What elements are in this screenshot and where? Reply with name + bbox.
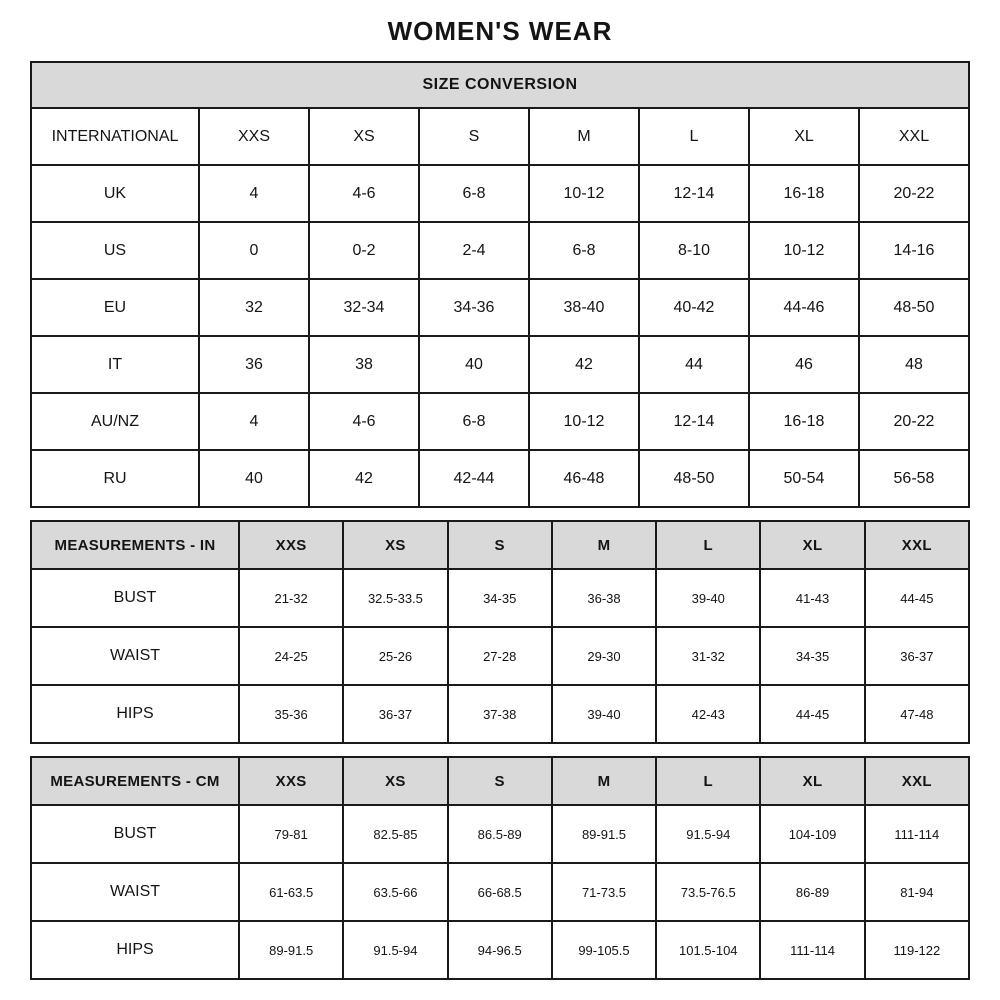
value-cell: 42 [309, 450, 419, 507]
value-cell: M [529, 108, 639, 165]
value-cell: 48 [859, 336, 969, 393]
row-label-cell: RU [31, 450, 199, 507]
value-cell: 0 [199, 222, 309, 279]
value-cell: 20-22 [859, 165, 969, 222]
row-label-cell: MEASUREMENTS - IN [31, 521, 239, 569]
value-cell: S [448, 757, 552, 805]
value-cell: 66-68.5 [448, 863, 552, 921]
value-cell: 104-109 [760, 805, 864, 863]
value-cell: 71-73.5 [552, 863, 656, 921]
value-cell: XL [760, 521, 864, 569]
value-cell: 48-50 [639, 450, 749, 507]
measurements-in-table [30, 520, 970, 744]
value-cell: XL [749, 108, 859, 165]
value-cell: 0-2 [309, 222, 419, 279]
value-cell: 101.5-104 [656, 921, 760, 979]
value-cell: 36-38 [552, 569, 656, 627]
value-cell: 56-58 [859, 450, 969, 507]
value-cell: 46-48 [529, 450, 639, 507]
value-cell: 36-37 [865, 627, 969, 685]
row-label-cell: US [31, 222, 199, 279]
value-cell: 47-48 [865, 685, 969, 743]
value-cell: 34-36 [419, 279, 529, 336]
value-cell: 34-35 [760, 627, 864, 685]
value-cell: 8-10 [639, 222, 749, 279]
row-label-cell: AU/NZ [31, 393, 199, 450]
value-cell: L [656, 521, 760, 569]
row-label-cell: WAIST [31, 863, 239, 921]
value-cell: XXS [239, 757, 343, 805]
size-conversion-banner: SIZE CONVERSION [31, 62, 969, 108]
value-cell: XXS [199, 108, 309, 165]
table-row [31, 393, 969, 450]
value-cell: 4 [199, 165, 309, 222]
value-cell: 86.5-89 [448, 805, 552, 863]
value-cell: 81-94 [865, 863, 969, 921]
value-cell: XS [343, 757, 447, 805]
value-cell: 44-46 [749, 279, 859, 336]
value-cell: S [448, 521, 552, 569]
value-cell: 35-36 [239, 685, 343, 743]
value-cell: 10-12 [529, 393, 639, 450]
table-row [31, 222, 969, 279]
row-label-cell: WAIST [31, 627, 239, 685]
value-cell: 6-8 [529, 222, 639, 279]
row-label-cell: MEASUREMENTS - CM [31, 757, 239, 805]
value-cell: 4 [199, 393, 309, 450]
value-cell: 86-89 [760, 863, 864, 921]
table-row [31, 863, 969, 921]
value-cell: 39-40 [552, 685, 656, 743]
value-cell: M [552, 757, 656, 805]
table-row [31, 685, 969, 743]
value-cell: S [419, 108, 529, 165]
row-label-cell: BUST [31, 569, 239, 627]
value-cell: M [552, 521, 656, 569]
value-cell: 50-54 [749, 450, 859, 507]
value-cell: 91.5-94 [656, 805, 760, 863]
value-cell: 40 [199, 450, 309, 507]
table-row [31, 921, 969, 979]
value-cell: 24-25 [239, 627, 343, 685]
value-cell: 61-63.5 [239, 863, 343, 921]
value-cell: 36-37 [343, 685, 447, 743]
table-row [31, 569, 969, 627]
value-cell: L [656, 757, 760, 805]
row-label-cell: UK [31, 165, 199, 222]
value-cell: 94-96.5 [448, 921, 552, 979]
value-cell: 37-38 [448, 685, 552, 743]
value-cell: 38 [309, 336, 419, 393]
value-cell: 42-44 [419, 450, 529, 507]
row-label-cell: BUST [31, 805, 239, 863]
value-cell: 111-114 [760, 921, 864, 979]
value-cell: 20-22 [859, 393, 969, 450]
value-cell: XXS [239, 521, 343, 569]
table-row [31, 521, 969, 569]
measurements-cm-body [31, 757, 969, 979]
row-label-cell: IT [31, 336, 199, 393]
value-cell: 111-114 [865, 805, 969, 863]
value-cell: 2-4 [419, 222, 529, 279]
value-cell: 4-6 [309, 165, 419, 222]
measurements-cm-table [30, 756, 970, 980]
value-cell: 34-35 [448, 569, 552, 627]
value-cell: 16-18 [749, 393, 859, 450]
value-cell: 44-45 [760, 685, 864, 743]
value-cell: 39-40 [656, 569, 760, 627]
value-cell: XXL [865, 521, 969, 569]
row-label-cell: HIPS [31, 685, 239, 743]
value-cell: 32 [199, 279, 309, 336]
table-row [31, 108, 969, 165]
value-cell: 25-26 [343, 627, 447, 685]
value-cell: 6-8 [419, 165, 529, 222]
table-banner-row [31, 62, 969, 108]
row-label-cell: EU [31, 279, 199, 336]
table-row [31, 336, 969, 393]
value-cell: 29-30 [552, 627, 656, 685]
value-cell: 27-28 [448, 627, 552, 685]
value-cell: 99-105.5 [552, 921, 656, 979]
value-cell: 63.5-66 [343, 863, 447, 921]
value-cell: 4-6 [309, 393, 419, 450]
table-row [31, 805, 969, 863]
value-cell: 40-42 [639, 279, 749, 336]
value-cell: 32-34 [309, 279, 419, 336]
page-title: WOMEN'S WEAR [387, 16, 613, 46]
value-cell: 40 [419, 336, 529, 393]
value-cell: 79-81 [239, 805, 343, 863]
table-row [31, 627, 969, 685]
value-cell: 41-43 [760, 569, 864, 627]
value-cell: 16-18 [749, 165, 859, 222]
value-cell: XL [760, 757, 864, 805]
value-cell: XS [309, 108, 419, 165]
value-cell: 89-91.5 [552, 805, 656, 863]
value-cell: 36 [199, 336, 309, 393]
value-cell: 12-14 [639, 393, 749, 450]
value-cell: 46 [749, 336, 859, 393]
value-cell: 14-16 [859, 222, 969, 279]
value-cell: 119-122 [865, 921, 969, 979]
value-cell: 32.5-33.5 [343, 569, 447, 627]
value-cell: XXL [865, 757, 969, 805]
size-conversion-body [31, 108, 969, 507]
table-row [31, 279, 969, 336]
value-cell: 73.5-76.5 [656, 863, 760, 921]
size-conversion-table [30, 61, 970, 508]
value-cell: 38-40 [529, 279, 639, 336]
value-cell: XXL [859, 108, 969, 165]
value-cell: 42-43 [656, 685, 760, 743]
value-cell: 10-12 [749, 222, 859, 279]
measurements-in-body [31, 521, 969, 743]
row-label-cell: INTERNATIONAL [31, 108, 199, 165]
value-cell: L [639, 108, 749, 165]
table-row [31, 165, 969, 222]
value-cell: 91.5-94 [343, 921, 447, 979]
value-cell: 12-14 [639, 165, 749, 222]
value-cell: 89-91.5 [239, 921, 343, 979]
value-cell: 44-45 [865, 569, 969, 627]
value-cell: 82.5-85 [343, 805, 447, 863]
value-cell: 42 [529, 336, 639, 393]
value-cell: 31-32 [656, 627, 760, 685]
value-cell: XS [343, 521, 447, 569]
value-cell: 21-32 [239, 569, 343, 627]
table-row [31, 757, 969, 805]
value-cell: 48-50 [859, 279, 969, 336]
value-cell: 44 [639, 336, 749, 393]
value-cell: 10-12 [529, 165, 639, 222]
row-label-cell: HIPS [31, 921, 239, 979]
value-cell: 6-8 [419, 393, 529, 450]
table-row [31, 450, 969, 507]
